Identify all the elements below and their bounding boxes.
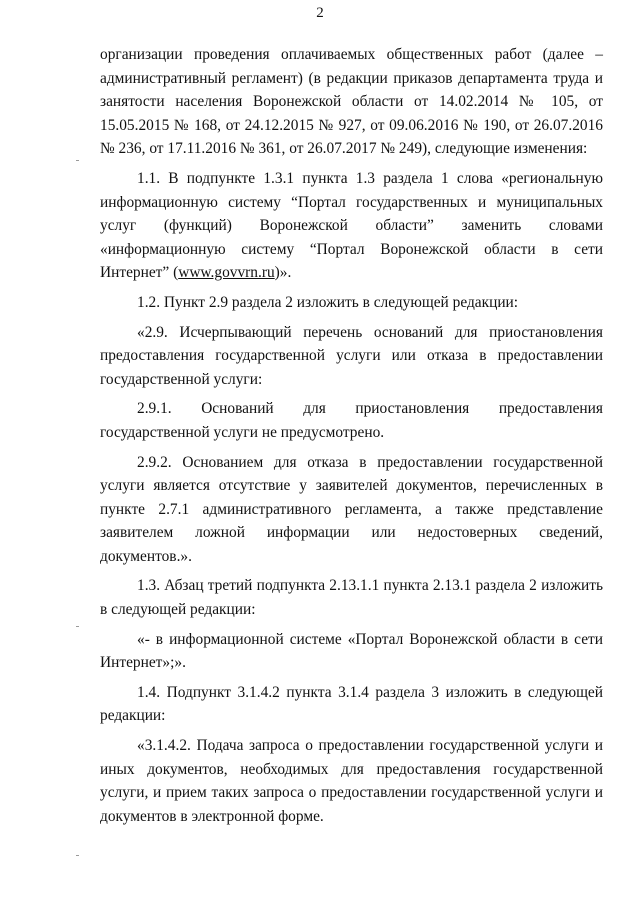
paragraph-2-9-1: 2.9.1. Оснований для приостановления предоставления государственной услуги не предусмотрено. (100, 400, 603, 441)
paragraph-1-3: 1.3. Абзац третий подпункта 2.13.1.1 пункта 2.13.1 раздела 2 изложить в следующей редакции: (100, 577, 603, 619)
govvrn-link[interactable]: www.govvrn.ru (178, 264, 275, 282)
document-body (100, 43, 603, 834)
paragraph-2-9: «2.9. Исчерпывающий перечень оснований для приостановления предоставления государственной услуги или отказа в предоставлении государственной услуги: (100, 323, 603, 388)
margin-tick (76, 626, 79, 627)
paragraph-1-1-text: 1.1. В подпункте 1.3.1 пункта 1.3 раздела 1 слова «региональную информационную систему “Портал государственных и муниципальных услуг (функций) Воронежской области” заменить словами «информационную систему “Портал Воронежской области в сети Интернет” ( (100, 169, 603, 282)
paragraph-1-2: 1.2. Пункт 2.9 раздела 2 изложить в следующей редакции: (137, 293, 519, 311)
paragraph-2-9-2: 2.9.2. Основанием для отказа в предоставлении государственной услуги является отсутствие у заявителей документов, перечисленных в пункте 2.7.1 административного регламента, а также представление заявителем ложной информации или недостоверных сведений, документов.». (100, 453, 603, 565)
margin-tick (76, 160, 79, 161)
paragraph-1-4: 1.4. Подпункт 3.1.4.2 пункта 3.1.4 раздела 3 изложить в следующей редакции: (100, 683, 603, 725)
paragraph-quote-portal: «- в информационной системе «Портал Воронежской области в сети Интернет»;». (100, 630, 603, 672)
paragraph-1-1 (100, 167, 603, 285)
paragraph-intro-continuation: организации проведения оплачиваемых общественных работ (далее – административный регламент) (в редакции приказов департамента труда и занятости населения Воронежской области от 14.02.2014 № 105, от 15.05.2015 № 168, от 24.12.2015 № 927, от 09.06.2016 № 190, от 26.07.2016 № 236, от 17.11.2016 № 361, от 26.07.2017 № 249), следующие изменения: (100, 46, 603, 158)
margin-tick (76, 855, 79, 856)
paragraph-1-1-end: )». (274, 264, 292, 282)
page-number: 2 (316, 5, 324, 21)
paragraph-3-1-4-2: «3.1.4.2. Подача запроса о предоставлении государственной услуги и иных документов, необходимых для предоставления государственной услуги, и прием таких запроса о предоставлении государственной услуги и документов в электронной форме. (100, 737, 603, 825)
